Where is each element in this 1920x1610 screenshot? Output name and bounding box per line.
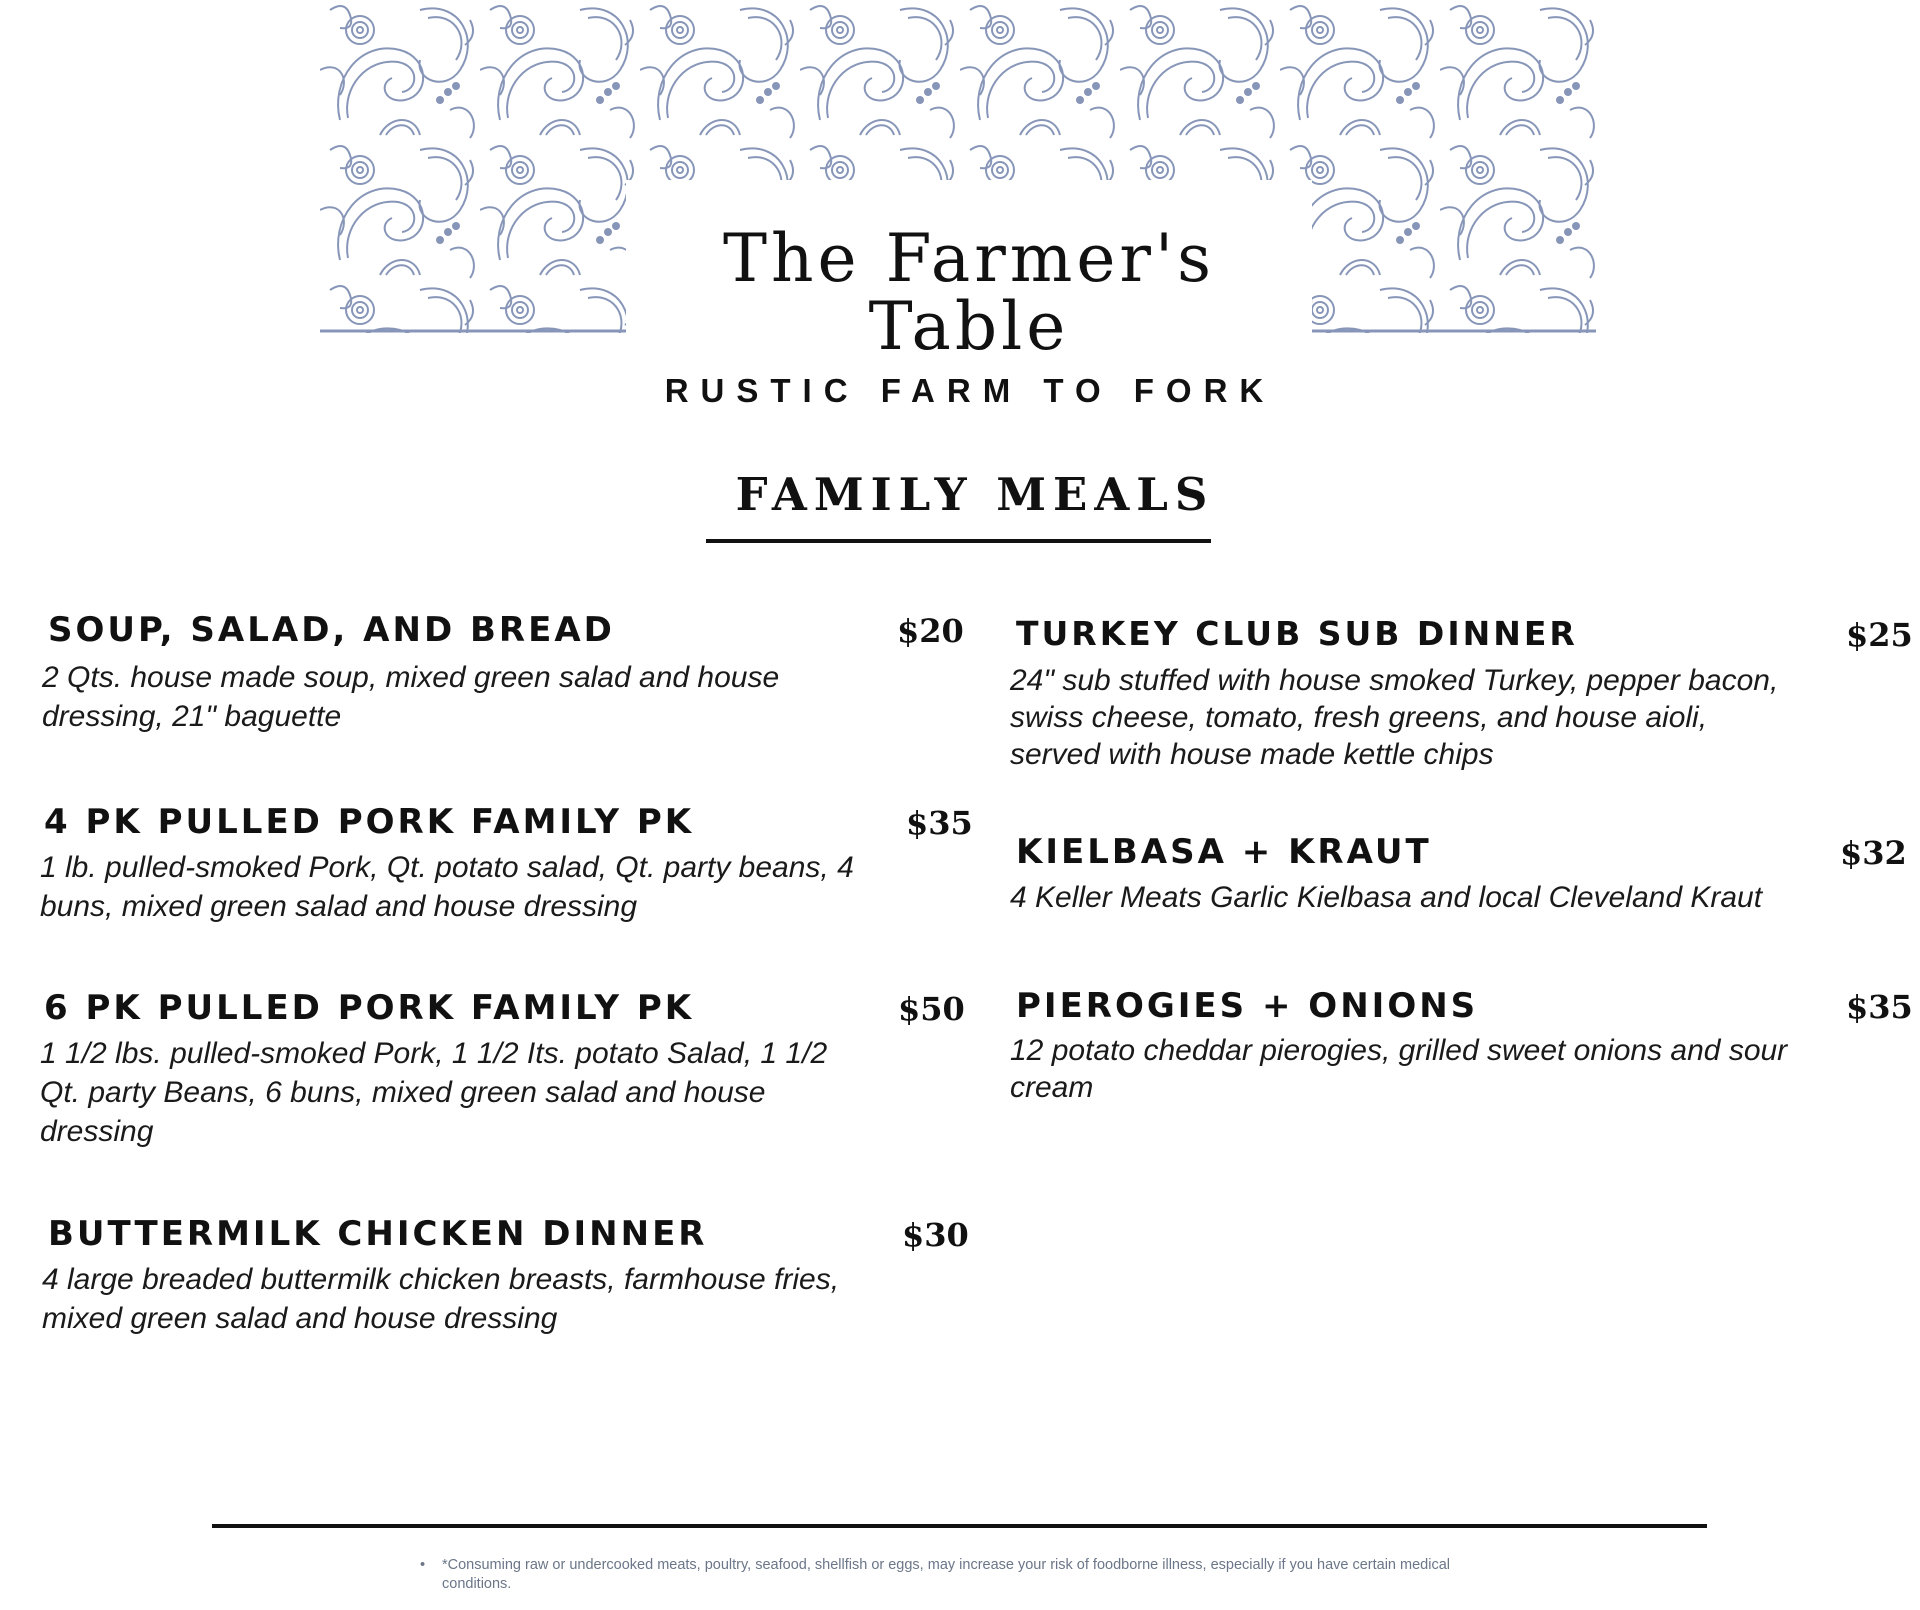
- menu-item-description: 2 Qts. house made soup, mixed green salad and house dressing, 21" baguette: [42, 661, 780, 733]
- menu-item-name: 4 PK PULLED PORK FAMILY PK: [44, 802, 695, 842]
- menu-item-turkey-club: [1010, 614, 1915, 774]
- restaurant-name-line2: Table: [868, 288, 1070, 365]
- menu-item-description: 1 1/2 lbs. pulled-smoked Pork, 1 1/2 Its. potato Salad, 1 1/2 Qt. party Beans, 6 buns, mixed green salad and house dressing: [40, 1037, 828, 1148]
- menu-item-name: SOUP, SALAD, AND BREAD: [48, 610, 615, 650]
- menu-item-6pk-pulled-pork: [40, 988, 965, 1148]
- bullet: •: [420, 1557, 426, 1573]
- menu-item-price: $25: [1846, 616, 1913, 654]
- menu-item-soup-salad-bread: [42, 610, 964, 733]
- menu-item-description: 4 large breaded buttermilk chicken breasts, farmhouse fries, mixed green salad and house dressing: [42, 1263, 840, 1335]
- menu-item-description: 4 Keller Meats Garlic Kielbasa and local Cleveland Kraut: [1010, 881, 1763, 914]
- menu-item-description: 1 lb. pulled-smoked Pork, Qt. potato salad, Qt. party beans, 4 buns, mixed green salad and house dressing: [40, 851, 854, 923]
- menu-item-description: 12 potato cheddar pierogies, grilled sweet onions and sour cream: [1010, 1034, 1788, 1104]
- menu-item-buttermilk-chicken: [42, 1214, 969, 1335]
- section-title: FAMILY MEALS: [735, 468, 1215, 521]
- menu-item-price: $20: [897, 612, 964, 650]
- disclaimer-text: *Consuming raw or undercooked meats, poultry, seafood, shellfish or eggs, may increase your risk of foodborne illness, especially if you have certain medical conditions.: [442, 1557, 1450, 1592]
- footer-divider: [212, 1524, 1707, 1528]
- menu-item-pierogies-onions: [1010, 986, 1915, 1106]
- menu-item-name: KIELBASA + KRAUT: [1016, 832, 1432, 872]
- menu-item-price: $35: [906, 804, 973, 842]
- menu-item-price: $30: [902, 1216, 969, 1254]
- menu-item-kielbasa-kraut: [1010, 832, 1915, 922]
- menu-item-price: $32: [1840, 834, 1907, 872]
- menu-item-4pk-pulled-pork: [40, 802, 973, 923]
- menu-item-name: PIEROGIES + ONIONS: [1016, 986, 1479, 1026]
- menu-item-price: $35: [1846, 988, 1913, 1026]
- tagline: RUSTIC FARM TO FORK: [664, 372, 1276, 409]
- menu-item-name: BUTTERMILK CHICKEN DINNER: [48, 1214, 708, 1254]
- menu-item-name: 6 PK PULLED PORK FAMILY PK: [44, 988, 695, 1028]
- menu-item-price: $50: [898, 990, 965, 1028]
- section-divider: [706, 539, 1211, 543]
- restaurant-name: [626, 220, 1312, 365]
- restaurant-name-line1: The Farmer's: [723, 220, 1215, 297]
- menu-item-description: 24" sub stuffed with house smoked Turkey, pepper bacon, swiss cheese, tomato, fresh greens, and house aioli, served with house made kettle chips: [1010, 664, 1779, 771]
- menu-item-name: TURKEY CLUB SUB DINNER: [1016, 614, 1578, 653]
